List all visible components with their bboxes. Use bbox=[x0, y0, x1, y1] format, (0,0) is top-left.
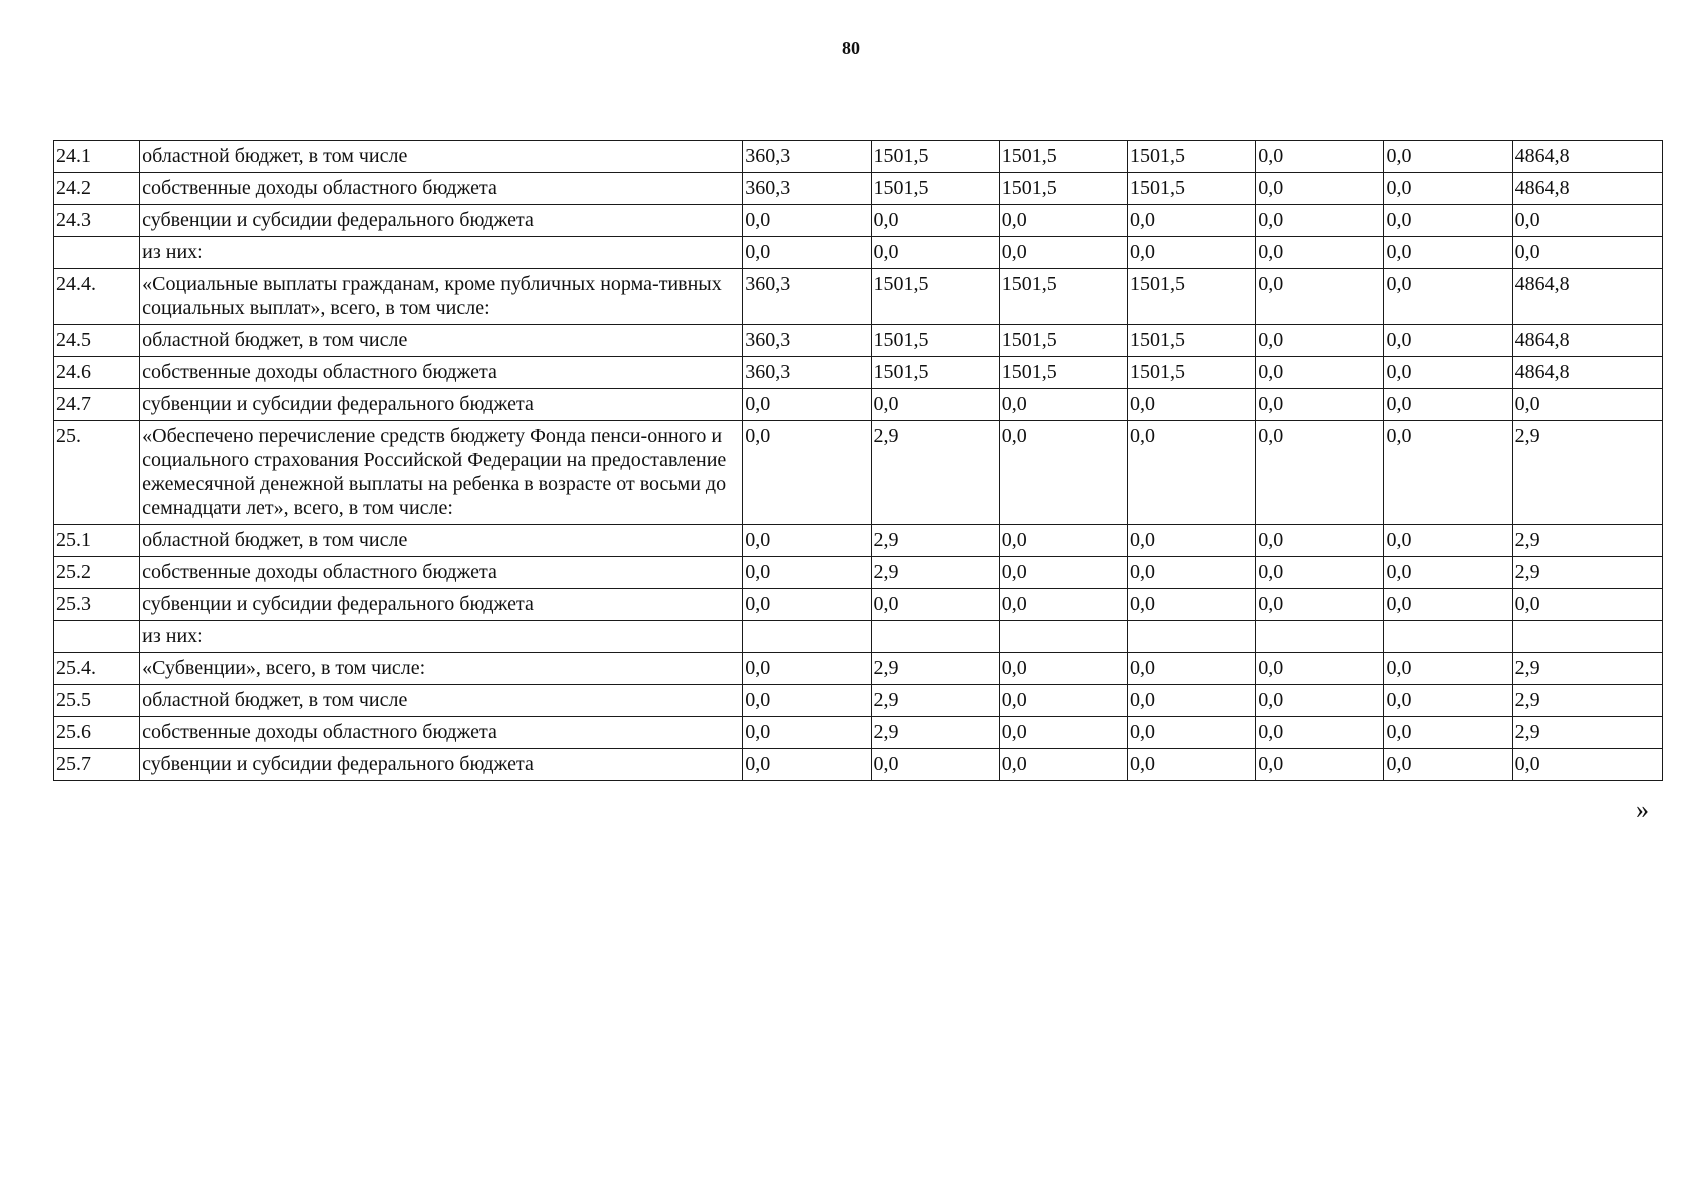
row-name-cell: областной бюджет, в том числе bbox=[140, 325, 743, 357]
table-row bbox=[54, 589, 1663, 621]
value-cell-1: 360,3 bbox=[743, 269, 871, 325]
row-name-cell: «Субвенции», всего, в том числе: bbox=[140, 653, 743, 685]
row-name-cell: собственные доходы областного бюджета bbox=[140, 557, 743, 589]
value-cell-total: 2,9 bbox=[1512, 421, 1662, 525]
value-cell-2: 0,0 bbox=[871, 237, 999, 269]
value-cell-2: 0,0 bbox=[871, 749, 999, 781]
value-cell-total: 4864,8 bbox=[1512, 269, 1662, 325]
value-cell-2: 2,9 bbox=[871, 685, 999, 717]
table-row bbox=[54, 421, 1663, 525]
value-cell-6 bbox=[1384, 621, 1512, 653]
value-cell-3: 1501,5 bbox=[999, 357, 1127, 389]
value-cell-5: 0,0 bbox=[1256, 237, 1384, 269]
value-cell-4: 1501,5 bbox=[1127, 173, 1255, 205]
value-cell-total: 4864,8 bbox=[1512, 141, 1662, 173]
value-cell-6: 0,0 bbox=[1384, 421, 1512, 525]
closing-quote-mark: » bbox=[1636, 795, 1649, 824]
value-cell-3: 1501,5 bbox=[999, 325, 1127, 357]
row-name-cell: областной бюджет, в том числе bbox=[140, 685, 743, 717]
budget-table bbox=[53, 140, 1663, 781]
value-cell-4: 0,0 bbox=[1127, 421, 1255, 525]
value-cell-3: 0,0 bbox=[999, 717, 1127, 749]
row-number-cell: 24.2 bbox=[54, 173, 140, 205]
row-number-cell: 25.6 bbox=[54, 717, 140, 749]
value-cell-2: 0,0 bbox=[871, 389, 999, 421]
row-number-cell: 25.5 bbox=[54, 685, 140, 717]
value-cell-2: 0,0 bbox=[871, 589, 999, 621]
row-number-cell: 24.5 bbox=[54, 325, 140, 357]
value-cell-4: 1501,5 bbox=[1127, 357, 1255, 389]
value-cell-5: 0,0 bbox=[1256, 557, 1384, 589]
value-cell-total: 0,0 bbox=[1512, 237, 1662, 269]
value-cell-2: 0,0 bbox=[871, 205, 999, 237]
table-row bbox=[54, 749, 1663, 781]
table-row bbox=[54, 237, 1663, 269]
value-cell-4: 0,0 bbox=[1127, 749, 1255, 781]
row-name-cell: областной бюджет, в том числе bbox=[140, 141, 743, 173]
value-cell-6: 0,0 bbox=[1384, 589, 1512, 621]
table-row bbox=[54, 717, 1663, 749]
value-cell-2 bbox=[871, 621, 999, 653]
row-name-cell: собственные доходы областного бюджета bbox=[140, 173, 743, 205]
value-cell-1: 0,0 bbox=[743, 685, 871, 717]
value-cell-total: 2,9 bbox=[1512, 557, 1662, 589]
value-cell-1: 360,3 bbox=[743, 325, 871, 357]
value-cell-6: 0,0 bbox=[1384, 749, 1512, 781]
table-row bbox=[54, 685, 1663, 717]
row-name-cell: «Социальные выплаты гражданам, кроме публичных норма-тивных социальных выплат», всего, в том числе: bbox=[140, 269, 743, 325]
value-cell-1: 0,0 bbox=[743, 557, 871, 589]
value-cell-6: 0,0 bbox=[1384, 685, 1512, 717]
value-cell-3: 0,0 bbox=[999, 653, 1127, 685]
value-cell-1: 360,3 bbox=[743, 357, 871, 389]
page-number: 80 bbox=[842, 38, 860, 58]
value-cell-2: 1501,5 bbox=[871, 357, 999, 389]
value-cell-3: 0,0 bbox=[999, 421, 1127, 525]
value-cell-3 bbox=[999, 621, 1127, 653]
value-cell-2: 1501,5 bbox=[871, 173, 999, 205]
value-cell-4: 0,0 bbox=[1127, 589, 1255, 621]
value-cell-3: 0,0 bbox=[999, 589, 1127, 621]
row-name-cell: собственные доходы областного бюджета bbox=[140, 357, 743, 389]
value-cell-2: 1501,5 bbox=[871, 325, 999, 357]
value-cell-6: 0,0 bbox=[1384, 557, 1512, 589]
value-cell-4 bbox=[1127, 621, 1255, 653]
value-cell-4: 1501,5 bbox=[1127, 141, 1255, 173]
value-cell-total: 2,9 bbox=[1512, 653, 1662, 685]
value-cell-total bbox=[1512, 621, 1662, 653]
value-cell-3: 0,0 bbox=[999, 389, 1127, 421]
value-cell-5: 0,0 bbox=[1256, 525, 1384, 557]
value-cell-3: 0,0 bbox=[999, 525, 1127, 557]
value-cell-6: 0,0 bbox=[1384, 717, 1512, 749]
value-cell-3: 1501,5 bbox=[999, 269, 1127, 325]
value-cell-1 bbox=[743, 621, 871, 653]
row-name-cell: субвенции и субсидии федерального бюджета bbox=[140, 389, 743, 421]
table-row bbox=[54, 389, 1663, 421]
value-cell-5: 0,0 bbox=[1256, 325, 1384, 357]
value-cell-6: 0,0 bbox=[1384, 653, 1512, 685]
value-cell-5: 0,0 bbox=[1256, 653, 1384, 685]
value-cell-2: 1501,5 bbox=[871, 141, 999, 173]
row-name-cell: субвенции и субсидии федерального бюджета bbox=[140, 589, 743, 621]
value-cell-5: 0,0 bbox=[1256, 749, 1384, 781]
value-cell-4: 0,0 bbox=[1127, 685, 1255, 717]
value-cell-total: 2,9 bbox=[1512, 717, 1662, 749]
value-cell-4: 0,0 bbox=[1127, 653, 1255, 685]
value-cell-2: 2,9 bbox=[871, 557, 999, 589]
value-cell-6: 0,0 bbox=[1384, 205, 1512, 237]
value-cell-4: 1501,5 bbox=[1127, 269, 1255, 325]
table-row bbox=[54, 173, 1663, 205]
value-cell-2: 2,9 bbox=[871, 421, 999, 525]
value-cell-5: 0,0 bbox=[1256, 173, 1384, 205]
value-cell-total: 0,0 bbox=[1512, 589, 1662, 621]
value-cell-total: 2,9 bbox=[1512, 525, 1662, 557]
table-row bbox=[54, 653, 1663, 685]
value-cell-1: 0,0 bbox=[743, 525, 871, 557]
value-cell-4: 0,0 bbox=[1127, 717, 1255, 749]
value-cell-3: 0,0 bbox=[999, 685, 1127, 717]
row-number-cell: 24.6 bbox=[54, 357, 140, 389]
row-number-cell bbox=[54, 621, 140, 653]
row-number-cell: 24.3 bbox=[54, 205, 140, 237]
value-cell-5 bbox=[1256, 621, 1384, 653]
table-body bbox=[54, 141, 1663, 781]
value-cell-3: 0,0 bbox=[999, 205, 1127, 237]
value-cell-total: 2,9 bbox=[1512, 685, 1662, 717]
row-name-cell: из них: bbox=[140, 621, 743, 653]
value-cell-2: 2,9 bbox=[871, 717, 999, 749]
value-cell-2: 2,9 bbox=[871, 525, 999, 557]
value-cell-1: 0,0 bbox=[743, 421, 871, 525]
value-cell-total: 0,0 bbox=[1512, 205, 1662, 237]
row-number-cell: 25.7 bbox=[54, 749, 140, 781]
value-cell-total: 0,0 bbox=[1512, 749, 1662, 781]
value-cell-4: 0,0 bbox=[1127, 205, 1255, 237]
value-cell-5: 0,0 bbox=[1256, 589, 1384, 621]
value-cell-1: 0,0 bbox=[743, 717, 871, 749]
value-cell-2: 1501,5 bbox=[871, 269, 999, 325]
value-cell-4: 0,0 bbox=[1127, 525, 1255, 557]
row-number-cell: 25.3 bbox=[54, 589, 140, 621]
table-row bbox=[54, 525, 1663, 557]
table-row bbox=[54, 621, 1663, 653]
value-cell-6: 0,0 bbox=[1384, 269, 1512, 325]
value-cell-4: 0,0 bbox=[1127, 389, 1255, 421]
value-cell-2: 2,9 bbox=[871, 653, 999, 685]
value-cell-5: 0,0 bbox=[1256, 205, 1384, 237]
row-number-cell: 25. bbox=[54, 421, 140, 525]
row-number-cell: 24.4. bbox=[54, 269, 140, 325]
value-cell-total: 4864,8 bbox=[1512, 173, 1662, 205]
row-number-cell: 24.7 bbox=[54, 389, 140, 421]
value-cell-5: 0,0 bbox=[1256, 685, 1384, 717]
value-cell-4: 0,0 bbox=[1127, 237, 1255, 269]
table-row bbox=[54, 357, 1663, 389]
row-name-cell: собственные доходы областного бюджета bbox=[140, 717, 743, 749]
value-cell-5: 0,0 bbox=[1256, 269, 1384, 325]
table-row bbox=[54, 205, 1663, 237]
value-cell-3: 1501,5 bbox=[999, 141, 1127, 173]
row-number-cell: 25.4. bbox=[54, 653, 140, 685]
row-number-cell: 24.1 bbox=[54, 141, 140, 173]
row-name-cell: субвенции и субсидии федерального бюджета bbox=[140, 749, 743, 781]
value-cell-6: 0,0 bbox=[1384, 325, 1512, 357]
value-cell-6: 0,0 bbox=[1384, 141, 1512, 173]
value-cell-1: 0,0 bbox=[743, 389, 871, 421]
value-cell-5: 0,0 bbox=[1256, 357, 1384, 389]
value-cell-3: 0,0 bbox=[999, 237, 1127, 269]
table-row bbox=[54, 141, 1663, 173]
value-cell-5: 0,0 bbox=[1256, 141, 1384, 173]
table-row bbox=[54, 269, 1663, 325]
value-cell-6: 0,0 bbox=[1384, 357, 1512, 389]
row-number-cell bbox=[54, 237, 140, 269]
value-cell-3: 0,0 bbox=[999, 557, 1127, 589]
row-name-cell: областной бюджет, в том числе bbox=[140, 525, 743, 557]
table-row bbox=[54, 325, 1663, 357]
row-name-cell: субвенции и субсидии федерального бюджета bbox=[140, 205, 743, 237]
value-cell-6: 0,0 bbox=[1384, 237, 1512, 269]
value-cell-1: 0,0 bbox=[743, 653, 871, 685]
value-cell-4: 1501,5 bbox=[1127, 325, 1255, 357]
value-cell-3: 0,0 bbox=[999, 749, 1127, 781]
value-cell-1: 360,3 bbox=[743, 141, 871, 173]
value-cell-3: 1501,5 bbox=[999, 173, 1127, 205]
value-cell-5: 0,0 bbox=[1256, 421, 1384, 525]
value-cell-1: 0,0 bbox=[743, 205, 871, 237]
value-cell-1: 0,0 bbox=[743, 749, 871, 781]
value-cell-total: 0,0 bbox=[1512, 389, 1662, 421]
value-cell-5: 0,0 bbox=[1256, 717, 1384, 749]
row-number-cell: 25.2 bbox=[54, 557, 140, 589]
row-number-cell: 25.1 bbox=[54, 525, 140, 557]
value-cell-1: 360,3 bbox=[743, 173, 871, 205]
value-cell-1: 0,0 bbox=[743, 237, 871, 269]
value-cell-6: 0,0 bbox=[1384, 389, 1512, 421]
table-row bbox=[54, 557, 1663, 589]
value-cell-4: 0,0 bbox=[1127, 557, 1255, 589]
value-cell-5: 0,0 bbox=[1256, 389, 1384, 421]
value-cell-total: 4864,8 bbox=[1512, 325, 1662, 357]
row-name-cell: из них: bbox=[140, 237, 743, 269]
value-cell-6: 0,0 bbox=[1384, 173, 1512, 205]
row-name-cell: «Обеспечено перечисление средств бюджету Фонда пенси-онного и социального страхования Российской Федерации на предоставление ежемесячной денежной выплаты на ребенка в возрасте от восьми до семнадцати лет», всего, в том числе: bbox=[140, 421, 743, 525]
value-cell-1: 0,0 bbox=[743, 589, 871, 621]
value-cell-6: 0,0 bbox=[1384, 525, 1512, 557]
value-cell-total: 4864,8 bbox=[1512, 357, 1662, 389]
